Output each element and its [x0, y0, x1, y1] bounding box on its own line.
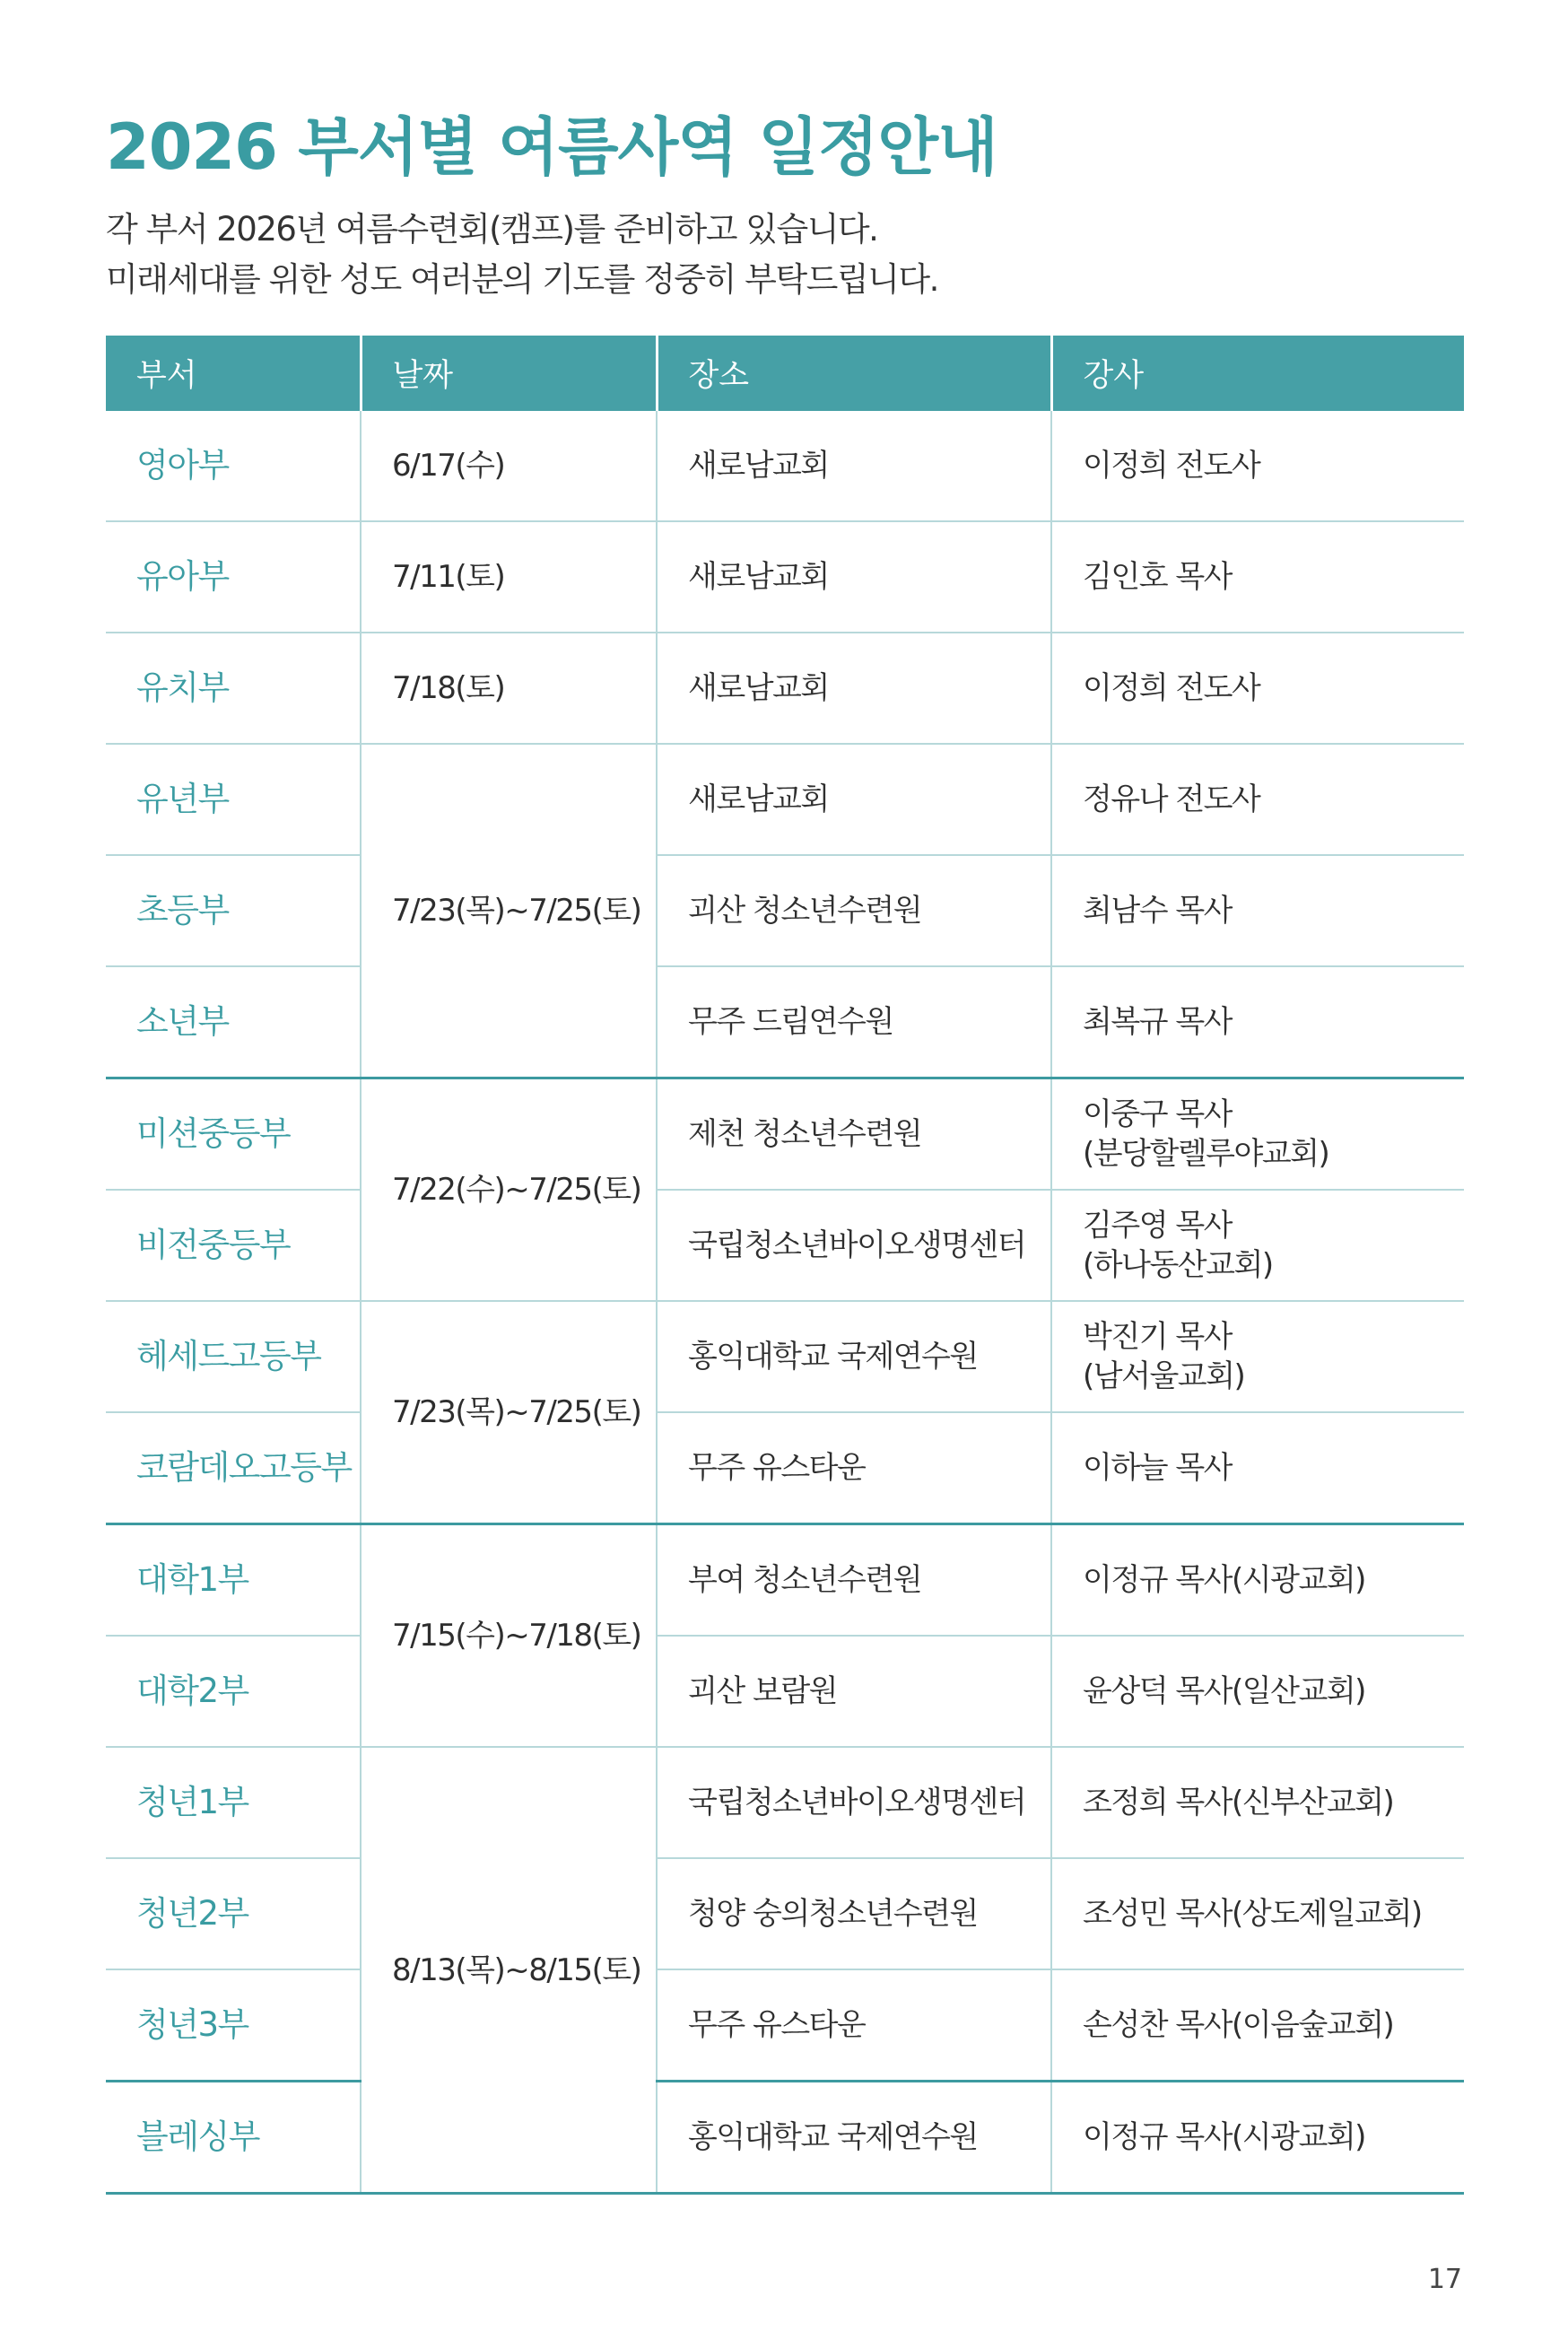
- table-row: [106, 1969, 1464, 2082]
- speaker-name: 정유나 전도사: [1083, 781, 1260, 817]
- place-cell: 국립청소년바이오생명센터: [657, 1190, 1051, 1301]
- table-row: [106, 1524, 1464, 1637]
- dept-cell: 청년3부: [106, 1969, 361, 2082]
- speaker-name: 이하늘 목사: [1083, 1450, 1233, 1486]
- table-row: [106, 521, 1464, 633]
- intro-text: [106, 205, 938, 305]
- speaker-cell: [1051, 1412, 1464, 1524]
- date-cell: 7/18(토): [361, 633, 657, 744]
- dept-cell: 유치부: [106, 633, 361, 744]
- speaker-cell: [1051, 1747, 1464, 1858]
- page-title: 2026 부서별 여름사역 일정안내: [106, 110, 997, 184]
- place-cell: 홍익대학교 국제연수원: [657, 2082, 1051, 2194]
- date-cell: 8/13(목)~8/15(토): [361, 1747, 657, 2194]
- table-row: [106, 966, 1464, 1078]
- table-row: [106, 2082, 1464, 2194]
- speaker-name: 손성찬 목사(이음숲교회): [1083, 2007, 1394, 2043]
- table-row: [106, 1747, 1464, 1858]
- speaker-cell: [1051, 966, 1464, 1078]
- column-header-dept: 부서: [106, 336, 361, 411]
- place-cell: 국립청소년바이오생명센터: [657, 1747, 1051, 1858]
- schedule-table: [106, 336, 1464, 2195]
- speaker-name: 김주영 목사: [1083, 1208, 1233, 1244]
- place-cell: 무주 유스타운: [657, 1969, 1051, 2082]
- place-cell: 새로남교회: [657, 633, 1051, 744]
- place-cell: 새로남교회: [657, 744, 1051, 855]
- date-cell: 7/23(목)~7/25(토): [361, 744, 657, 1078]
- table-row: [106, 1412, 1464, 1524]
- intro-line-1: 각 부서 2026년 여름수련회(캠프)를 준비하고 있습니다.: [106, 210, 878, 249]
- date-cell: 6/17(수): [361, 411, 657, 521]
- speaker-cell: [1051, 744, 1464, 855]
- table-row: [106, 1301, 1464, 1412]
- speaker-cell: [1051, 1524, 1464, 1637]
- table-header-row: [106, 336, 1464, 411]
- speaker-cell: [1051, 1636, 1464, 1747]
- speaker-church: (하나동산교회): [1083, 1247, 1273, 1283]
- speaker-name: 이중구 목사: [1083, 1096, 1233, 1132]
- speaker-cell: [1051, 2082, 1464, 2194]
- table-row: [106, 1858, 1464, 1969]
- dept-cell: 초등부: [106, 855, 361, 966]
- speaker-name: 최남수 목사: [1083, 893, 1233, 929]
- speaker-cell: [1051, 411, 1464, 521]
- dept-cell: 미션중등부: [106, 1078, 361, 1191]
- speaker-name: 윤상덕 목사(일산교회): [1083, 1673, 1365, 1709]
- date-cell: 7/11(토): [361, 521, 657, 633]
- column-header-place: 장소: [657, 336, 1051, 411]
- place-cell: 부여 청소년수련원: [657, 1524, 1051, 1637]
- place-cell: 무주 유스타운: [657, 1412, 1051, 1524]
- speaker-name: 이정규 목사(시광교회): [1083, 2119, 1365, 2155]
- table-row: [106, 1078, 1464, 1191]
- place-cell: 괴산 청소년수련원: [657, 855, 1051, 966]
- dept-cell: 유년부: [106, 744, 361, 855]
- place-cell: 새로남교회: [657, 521, 1051, 633]
- table-row: [106, 744, 1464, 855]
- speaker-cell: [1051, 1969, 1464, 2082]
- dept-cell: 청년2부: [106, 1858, 361, 1969]
- dept-cell: 청년1부: [106, 1747, 361, 1858]
- dept-cell: 대학1부: [106, 1524, 361, 1637]
- table-row: [106, 411, 1464, 521]
- column-header-date: 날짜: [361, 336, 657, 411]
- speaker-name: 박진기 목사: [1083, 1319, 1233, 1355]
- dept-cell: 비전중등부: [106, 1190, 361, 1301]
- dept-cell: 헤세드고등부: [106, 1301, 361, 1412]
- place-cell: 제천 청소년수련원: [657, 1078, 1051, 1191]
- dept-cell: 대학2부: [106, 1636, 361, 1747]
- place-cell: 무주 드림연수원: [657, 966, 1051, 1078]
- place-cell: 괴산 보람원: [657, 1636, 1051, 1747]
- speaker-name: 이정희 전도사: [1083, 448, 1260, 484]
- speaker-name: 조정희 목사(신부산교회): [1083, 1785, 1394, 1820]
- speaker-name: 이정희 전도사: [1083, 670, 1260, 706]
- table-row: [106, 855, 1464, 966]
- dept-cell: 소년부: [106, 966, 361, 1078]
- place-cell: 새로남교회: [657, 411, 1051, 521]
- speaker-name: 이정규 목사(시광교회): [1083, 1562, 1365, 1598]
- table-row: [106, 1636, 1464, 1747]
- speaker-cell: [1051, 521, 1464, 633]
- speaker-church: (분당할렐루야교회): [1083, 1136, 1329, 1172]
- speaker-cell: [1051, 633, 1464, 744]
- intro-line-2: 미래세대를 위한 성도 여러분의 기도를 정중히 부탁드립니다.: [106, 260, 938, 299]
- table-row: [106, 1190, 1464, 1301]
- speaker-cell: [1051, 855, 1464, 966]
- place-cell: 홍익대학교 국제연수원: [657, 1301, 1051, 1412]
- date-cell: 7/23(목)~7/25(토): [361, 1301, 657, 1524]
- dept-cell: 코람데오고등부: [106, 1412, 361, 1524]
- table-row: [106, 633, 1464, 744]
- speaker-cell: [1051, 1078, 1464, 1191]
- speaker-church: (남서울교회): [1083, 1358, 1245, 1394]
- speaker-name: 김인호 목사: [1083, 559, 1233, 595]
- column-header-speaker: 강사: [1051, 336, 1464, 411]
- date-cell: 7/15(수)~7/18(토): [361, 1524, 657, 1748]
- speaker-name: 조성민 목사(상도제일교회): [1083, 1896, 1422, 1932]
- date-cell: 7/22(수)~7/25(토): [361, 1078, 657, 1302]
- speaker-cell: [1051, 1190, 1464, 1301]
- dept-cell: 유아부: [106, 521, 361, 633]
- speaker-name: 최복규 목사: [1083, 1004, 1233, 1040]
- dept-cell: 영아부: [106, 411, 361, 521]
- dept-cell: 블레싱부: [106, 2082, 361, 2194]
- page-number: 17: [1427, 2264, 1462, 2295]
- speaker-cell: [1051, 1301, 1464, 1412]
- speaker-cell: [1051, 1858, 1464, 1969]
- place-cell: 청양 숭의청소년수련원: [657, 1858, 1051, 1969]
